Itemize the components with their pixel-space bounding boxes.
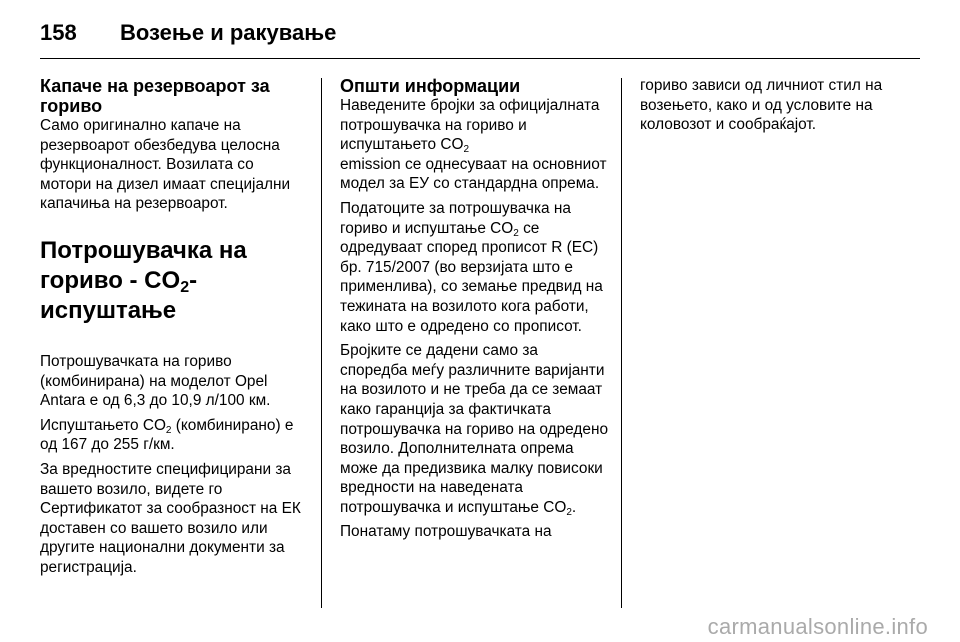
column-1	[40, 76, 308, 583]
regulation-text-b: се одредуваат според прописот R (ЕС) бр. 715/2007 (во верзијата што е применлива), со земање предвид на тежината на возилото кога работи, како што е одредено со прописот.	[340, 219, 603, 335]
certificate-paragraph: За вредностите специфицирани за вашето возило, видете го Сертификатот за сообразност на ЕК доставен со вашето возило или другите национални документи за регистрација.	[40, 460, 301, 576]
co2-subscript: 2	[180, 278, 190, 296]
general-info-heading: Општи информации	[340, 76, 521, 96]
consumption-heading-line1: Потрошувачка на	[40, 236, 247, 264]
column-3	[640, 76, 920, 140]
emission-paragraph	[40, 416, 308, 455]
consumption-heading-line2: гориво - CO	[40, 266, 181, 294]
regulation-paragraph	[340, 199, 608, 336]
consumption-heading	[40, 236, 308, 326]
column-divider	[621, 78, 622, 608]
emission-text-b: (комбинирано) е од 167 до 255 г/км.	[40, 416, 294, 454]
co2-subscript: 2	[463, 144, 470, 156]
fuel-cap-heading: Капаче на резервоарот за гориво	[40, 76, 270, 116]
comparison-end-b: .	[571, 498, 577, 516]
co2-subscript: 2	[165, 424, 172, 436]
driving-style-paragraph: гориво зависи од личниот стил на возењето, како и од условите на коловозот и сообраќајот.	[640, 77, 883, 134]
co2-subscript: 2	[513, 227, 519, 239]
page-header	[40, 14, 920, 56]
chapter-title: Возење и ракување	[120, 20, 337, 45]
fuel-cap-text: Само оригинално капаче на резервоарот обезбедува целосна функционалност. Возилата со мотори на дизел имаат специјални капачиња на резервоарот.	[40, 117, 291, 213]
further-paragraph: Понатаму потрошувачката на	[340, 523, 552, 541]
header-divider	[40, 58, 920, 59]
consumption-heading-line2-end: -испуштање	[40, 266, 198, 324]
watermark: carmanualsonline.info	[707, 614, 928, 639]
comparison-text: Бројките се дадени само за споредба меѓу различните варијанти на возилото и не треба да се земаат како гаранција за фактичката потрошувачка на гориво на одредено возило. Дополнителната опрема може да предизвика малку повисоки вредности на наведената	[340, 342, 608, 497]
column-divider	[321, 78, 322, 608]
column-2	[340, 76, 608, 547]
co2-subscript: 2	[566, 506, 572, 518]
official-figures-text-a: Наведените бројки за официјалната потрошувачка на гориво и испуштањето CO	[340, 97, 600, 154]
official-figures-paragraph	[340, 96, 608, 194]
page-number: 158	[40, 20, 77, 45]
comparison-paragraph	[340, 341, 608, 517]
comparison-end-a: потрошувачка и испуштање CO	[340, 498, 567, 516]
consumption-paragraph: Потрошувачката на гориво (комбинирана) на моделот Opel Antara е од 6,3 до 10,9 л/100 км.	[40, 352, 271, 410]
official-figures-text-b: emission се однесуваат на основниот модел за ЕУ со стандардна опрема.	[340, 155, 607, 193]
emission-text-a: Испуштањето CO	[40, 416, 166, 434]
regulation-text-a: Податоците за потрошувачка на гориво и испуштање CO	[340, 199, 571, 237]
